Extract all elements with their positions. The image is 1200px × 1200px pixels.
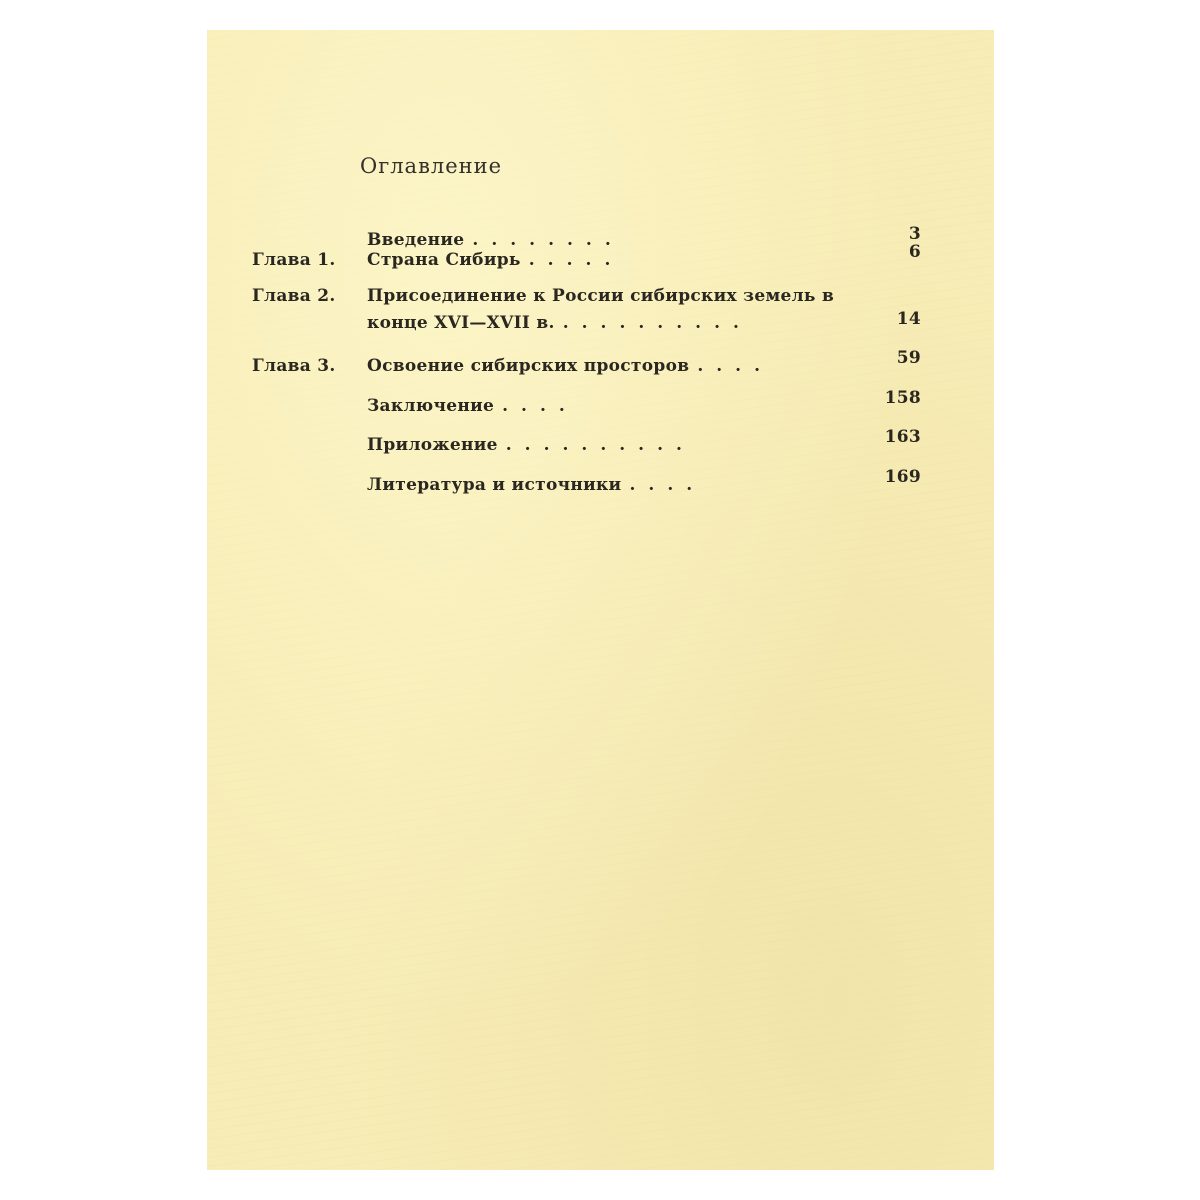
toc-entry-label: Освоение сибирских просторов (367, 356, 690, 376)
toc-dot-leader: .... (697, 356, 774, 376)
toc-page-number: 14 (896, 309, 921, 329)
toc-entry-title-line-2 (367, 313, 752, 333)
page-title: Оглавление (360, 154, 503, 178)
toc-entry-chapter-2-continued (207, 309, 994, 343)
toc-entry-title-line-1: Присоединение к России сибирских земель в (367, 286, 835, 306)
toc-entry-appendix (207, 427, 994, 465)
toc-entry-label: Литература и источники (367, 475, 622, 495)
toc-page-number: 59 (896, 348, 921, 368)
toc-page-number: 169 (884, 467, 921, 487)
toc-page-number: 6 (908, 242, 921, 262)
toc-entry-title (367, 250, 623, 270)
toc-page-number: 163 (884, 427, 921, 447)
toc-dot-leader: .......... (505, 435, 695, 455)
toc-entry-chapter-2 (207, 286, 994, 316)
toc-entry-label: Приложение (367, 435, 498, 455)
toc-entry-label: Заключение (367, 396, 495, 416)
toc-entry-label: конце XVI—XVII в. (367, 313, 555, 333)
toc-entry-title (367, 435, 695, 455)
toc-entry-conclusion (207, 388, 994, 426)
book-page (207, 30, 994, 1170)
toc-entry-prefix: Глава 2. (252, 286, 336, 306)
toc-page-number: 158 (884, 388, 921, 408)
toc-entry-chapter-1 (207, 242, 994, 280)
toc-entry-title (367, 396, 578, 416)
toc-entry-title (367, 230, 624, 250)
toc-dot-leader: .......... (562, 313, 752, 333)
toc-dot-leader: ..... (528, 250, 624, 270)
toc-entry-prefix: Глава 1. (252, 250, 336, 270)
toc-dot-leader: .... (629, 475, 706, 495)
toc-entry-label: Страна Сибирь (367, 250, 521, 270)
toc-entry-bibliography (207, 467, 994, 505)
toc-dot-leader: .... (502, 396, 578, 416)
toc-entry-label: Введение (367, 230, 465, 250)
toc-entry-prefix: Глава 3. (252, 356, 336, 376)
toc-entry-chapter-3 (207, 348, 994, 386)
toc-entry-title (367, 475, 705, 495)
toc-entry-title (367, 356, 773, 376)
toc-dot-leader: ........ (472, 230, 624, 250)
toc-page-number: 3 (908, 224, 921, 244)
